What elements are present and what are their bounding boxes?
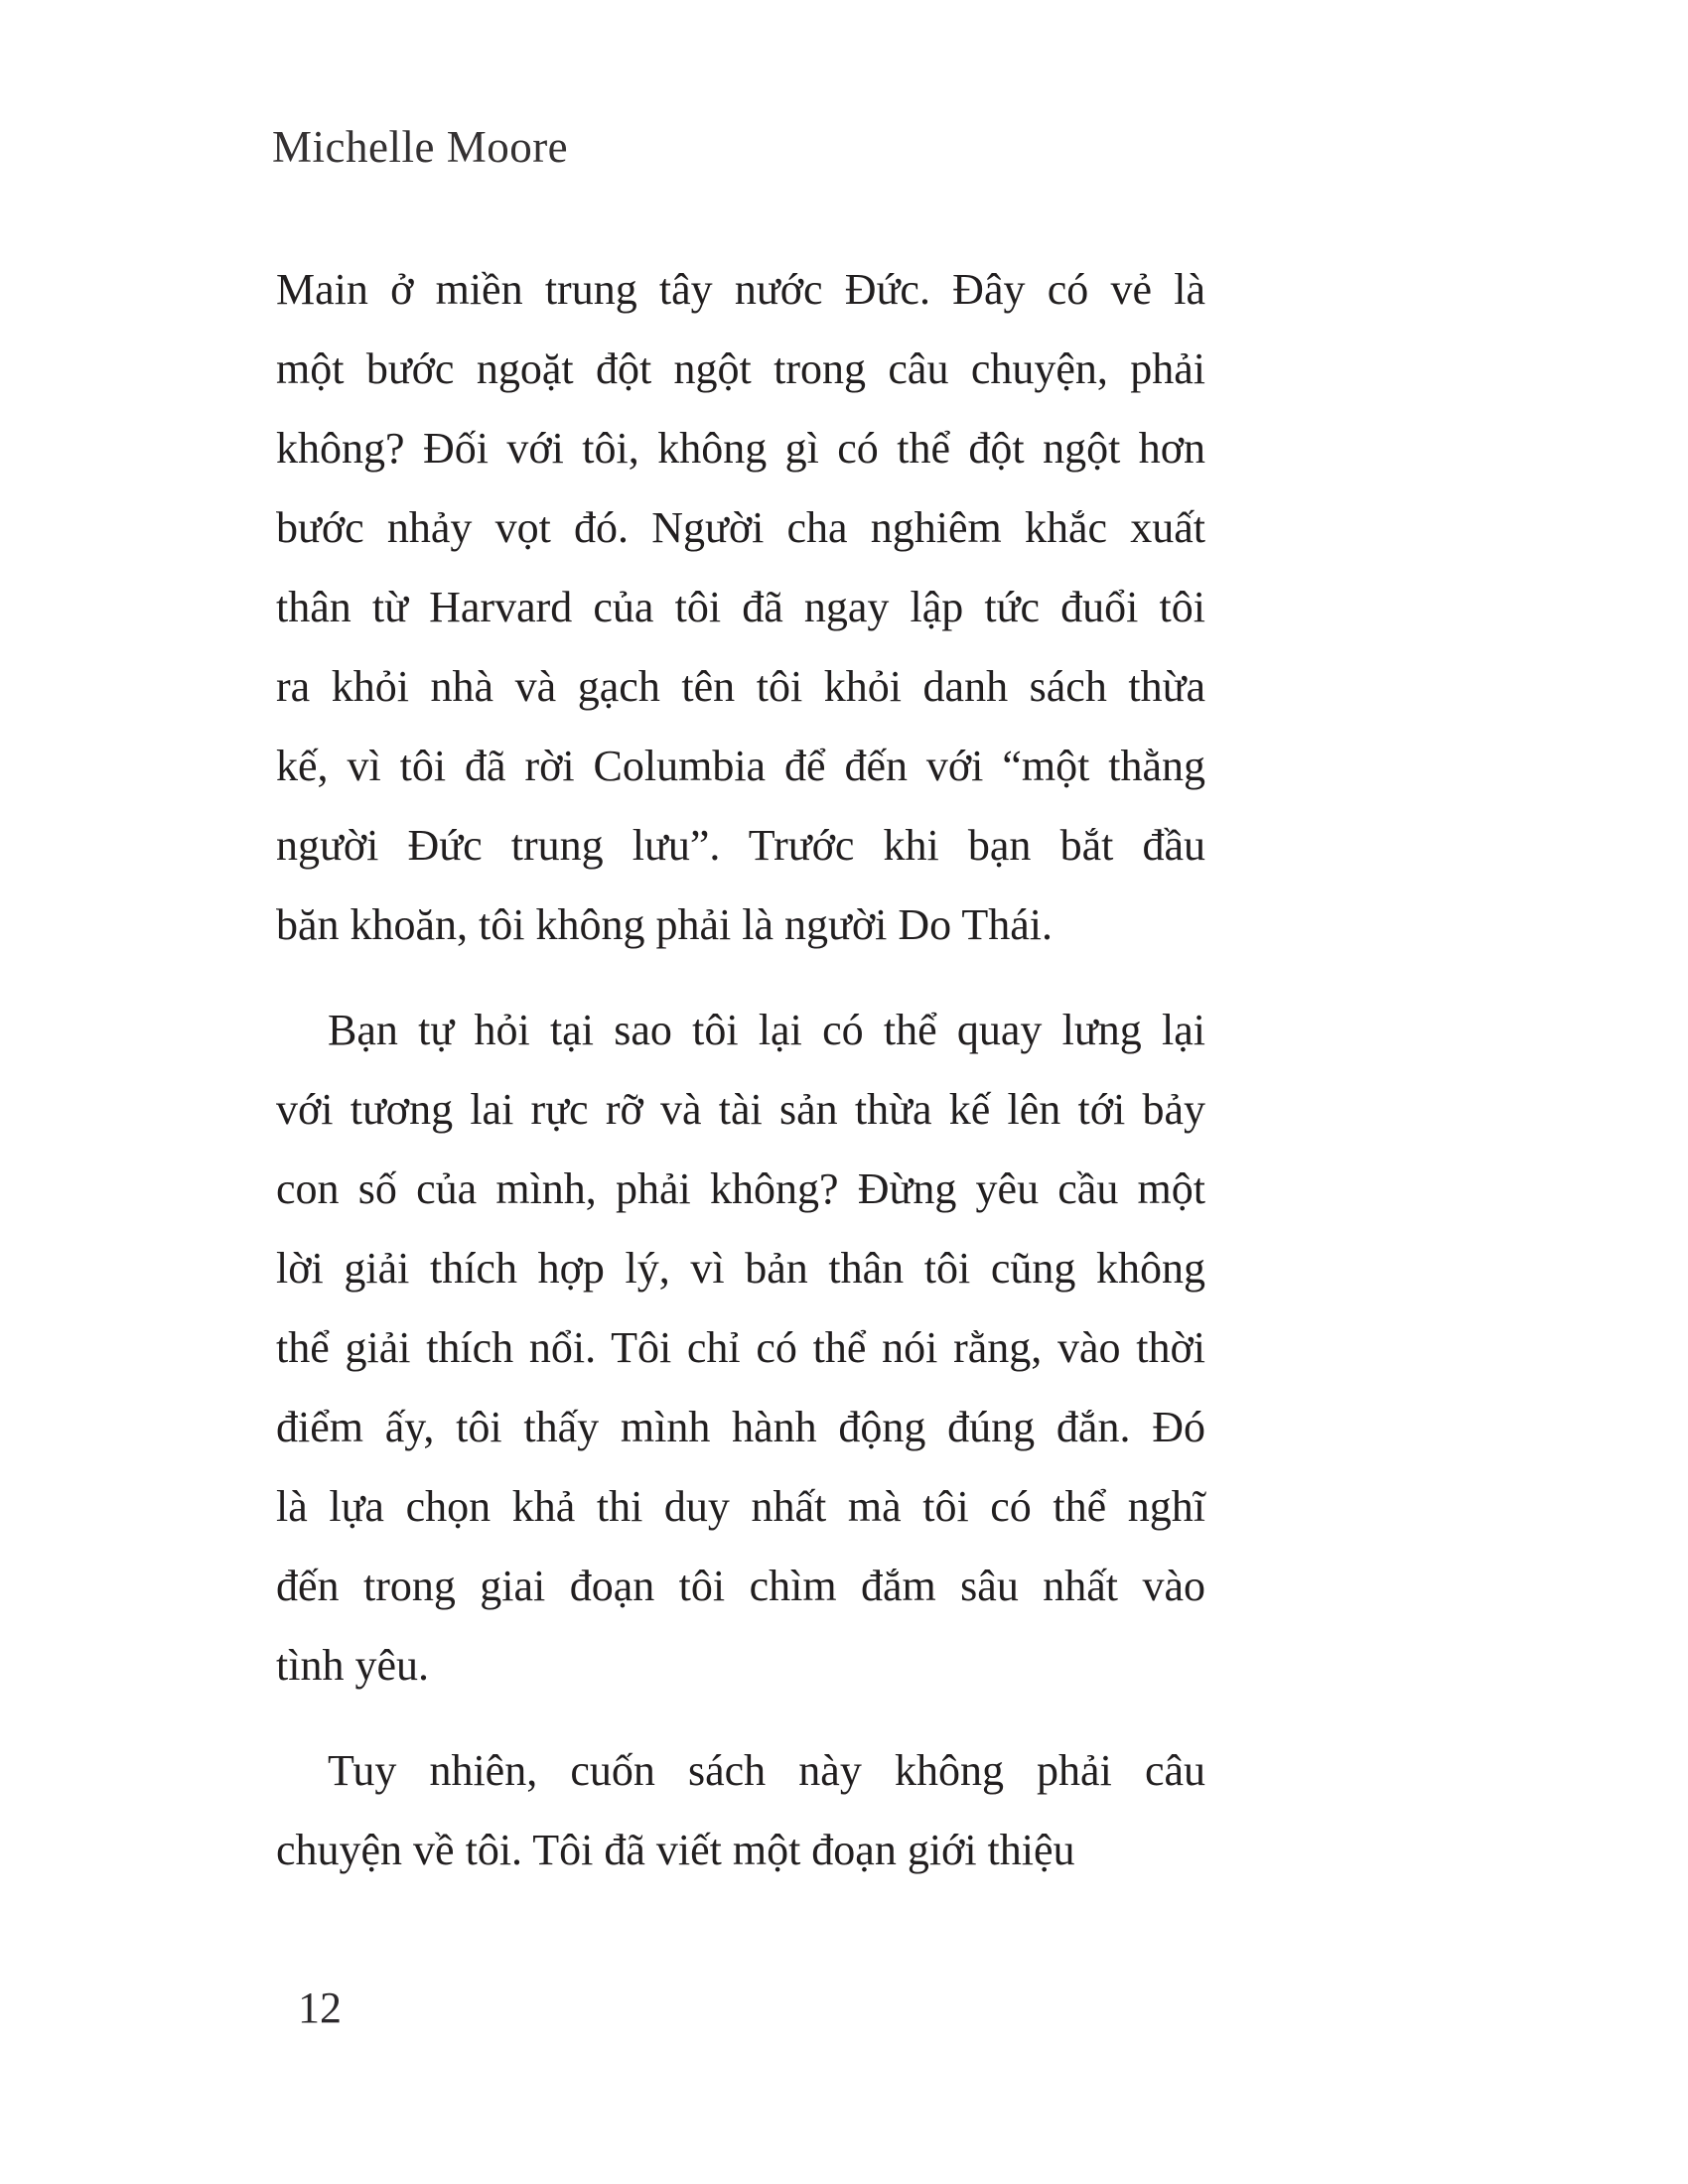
text-line: bước nhảy vọt đó. Người cha nghiêm khắc xuất [276, 503, 1205, 552]
text-line: không? Đối với tôi, không gì có thể đột ngột hơn [276, 424, 1205, 473]
text-line: người Đức trung lưu”. Trước khi bạn bắt đầu [276, 821, 1205, 870]
text-line: một bước ngoặt đột ngột trong câu chuyện, phải [276, 344, 1205, 393]
text-line: là lựa chọn khả thi duy nhất mà tôi có thể nghĩ [276, 1482, 1205, 1531]
page-number: 12 [298, 1983, 342, 2032]
text-line: chuyện về tôi. Tôi đã viết một đoạn giới thiệu [276, 1826, 1075, 1874]
text-line: Bạn tự hỏi tại sao tôi lại có thể quay lưng lại [328, 1006, 1205, 1054]
text-line: với tương lai rực rỡ và tài sản thừa kế lên tới bảy [276, 1085, 1205, 1134]
text-line: điểm ấy, tôi thấy mình hành động đúng đắn. Đó [276, 1403, 1205, 1451]
text-line: Tuy nhiên, cuốn sách này không phải câu [328, 1746, 1205, 1795]
body-text [276, 250, 1205, 1916]
text-line: tình yêu. [276, 1641, 429, 1690]
text-line: đến trong giai đoạn tôi chìm đắm sâu nhất vào [276, 1562, 1205, 1610]
text-line: lời giải thích hợp lý, vì bản thân tôi cũng không [276, 1244, 1205, 1293]
text-line: thân từ Harvard của tôi đã ngay lập tức đuổi tôi [276, 583, 1205, 631]
text-line: băn khoăn, tôi không phải là người Do Thái. [276, 900, 1053, 949]
text-line: Main ở miền trung tây nước Đức. Đây có vẻ là [276, 265, 1205, 314]
text-line: thể giải thích nổi. Tôi chỉ có thể nói rằng, vào thời [276, 1323, 1205, 1372]
paragraph [276, 991, 1205, 1706]
text-line: con số của mình, phải không? Đừng yêu cầu một [276, 1164, 1205, 1213]
text-line: kế, vì tôi đã rời Columbia để đến với “một thằng [276, 742, 1205, 790]
paragraph [276, 250, 1205, 965]
text-line: ra khỏi nhà và gạch tên tôi khỏi danh sách thừa [276, 662, 1205, 711]
running-header: Michelle Moore [272, 122, 569, 172]
paragraph [276, 1731, 1205, 1890]
